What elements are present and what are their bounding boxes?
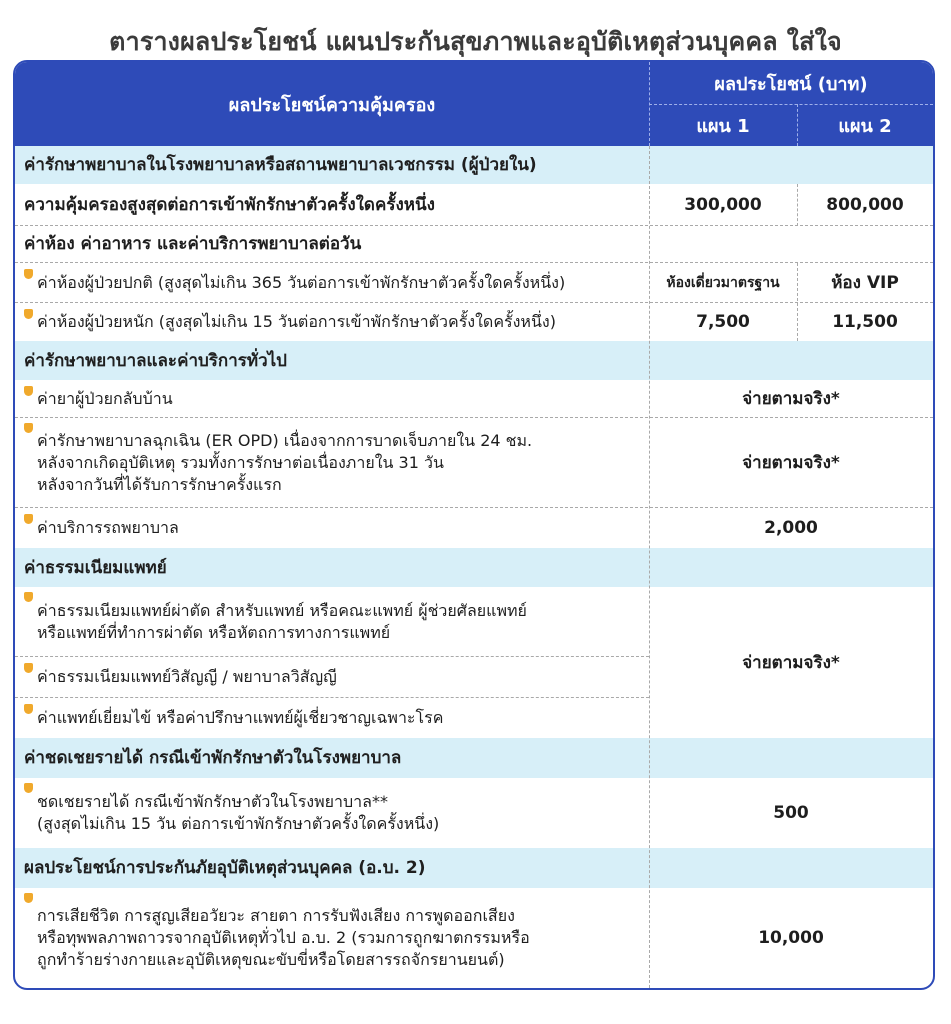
page-title: ตารางผลประโยชน์ แผนประกันสุขภาพและอุบัติเหตุส่วนบุคคล ใส่ใจ xyxy=(109,27,842,56)
shield-bullet-icon xyxy=(24,309,33,319)
plan2-value: 800,000 xyxy=(826,194,904,215)
value: จ่ายตามจริง* xyxy=(742,389,840,409)
row-surgeon-fee xyxy=(15,587,933,657)
row-label xyxy=(15,888,649,988)
shield-bullet-icon xyxy=(24,704,33,714)
section-accident xyxy=(15,848,933,888)
row-label xyxy=(15,657,649,698)
section-income xyxy=(15,738,933,778)
row-max-coverage xyxy=(15,184,933,226)
section-title: ค่ารักษาพยาบาลในโรงพยาบาลหรือสถานพยาบาลเวชกรรม (ผู้ป่วยใน) xyxy=(24,155,537,175)
shield-bullet-icon xyxy=(24,423,33,433)
row-er-opd xyxy=(15,418,933,508)
shield-bullet-icon xyxy=(24,893,33,903)
section-general xyxy=(15,341,933,380)
row-label xyxy=(15,778,649,848)
row-anesthesia-fee xyxy=(15,657,933,698)
row-normal-room xyxy=(15,263,933,303)
section-title: ค่าธรรมเนียมแพทย์ xyxy=(24,557,167,578)
shield-bullet-icon xyxy=(24,514,33,524)
benefit-table xyxy=(13,60,935,990)
coverage-header: ผลประโยชน์ความคุ้มครอง xyxy=(228,94,436,116)
row-label xyxy=(15,508,649,548)
row-label-text: ค่าบริการรถพยาบาล xyxy=(37,518,179,537)
shield-bullet-icon xyxy=(24,783,33,793)
row-label xyxy=(15,418,649,507)
row-label-text: การเสียชีวิต การสูญเสียอวัยวะ สายตา การรับฟังเสียง การพูดออกเสียง หรือทุพพลภาพถาวรจากอุบัติเหตุทั่วไป อ.บ. 2 (รวมการถูกฆาตกรรมหรือ ถูกทำร้ายร่างกายและอุบัติเหตุขณะขับขี่หรือโดยสารรถจักรยานยนต์) xyxy=(37,906,530,969)
section-doctor xyxy=(15,548,933,587)
row-death-dismember xyxy=(15,888,933,988)
value: 2,000 xyxy=(764,518,818,538)
section-title: ค่ารักษาพยาบาลและค่าบริการทั่วไป xyxy=(24,350,287,371)
shield-bullet-icon xyxy=(24,663,33,673)
row-ambulance xyxy=(15,508,933,548)
shield-bullet-icon xyxy=(24,386,33,396)
row-label xyxy=(15,263,649,302)
shield-bullet-icon xyxy=(24,269,33,279)
row-icu-room xyxy=(15,303,933,341)
row-label-text: ค่าธรรมเนียมแพทย์ผ่าตัด สำหรับแพทย์ หรือคณะแพทย์ ผู้ช่วยศัลยแพทย์ หรือแพทย์ที่ทำการผ่าตัด หรือหัตถการทางการแพทย์ xyxy=(37,600,527,642)
row-label-text: ค่ารักษาพยาบาลฉุกเฉิน (ER OPD) เนื่องจากการบาดเจ็บภายใน 24 ชม. หลังจากเกิดอุบัติเหตุ รวมทั้งการรักษาต่อเนื่องภายใน 31 วัน หลังจากวันที่ได้รับการรักษาครั้งแรก xyxy=(37,430,533,494)
row-label-text: ค่ายาผู้ป่วยกลับบ้าน xyxy=(37,388,173,408)
row-label-text: ค่าห้องผู้ป่วยหนัก (สูงสุดไม่เกิน 15 วันต่อการเข้าพักรักษาตัวครั้งใดครั้งหนึ่ง) xyxy=(37,312,556,331)
benefit-unit-header: ผลประโยชน์ (บาท) xyxy=(714,73,868,95)
value: 500 xyxy=(773,803,809,823)
plan1-value: 7,500 xyxy=(696,312,750,332)
shield-bullet-icon xyxy=(24,592,33,602)
row-room-board xyxy=(15,226,933,263)
row-label xyxy=(15,303,649,341)
row-label-text: ค่าธรรมเนียมแพทย์วิสัญญี / พยาบาลวิสัญญี xyxy=(37,667,337,686)
plan2-value: ห้อง VIP xyxy=(831,273,899,293)
row-label: ความคุ้มครองสูงสุดต่อการเข้าพักรักษาตัวครั้งใดครั้งหนึ่ง xyxy=(24,194,435,215)
section-inpatient xyxy=(15,146,933,184)
plan1-value: ห้องเดี่ยวมาตรฐาน xyxy=(666,274,780,291)
row-doctor-visit xyxy=(15,698,933,738)
section-title: ผลประโยชน์การประกันภัยอุบัติเหตุส่วนบุคคล (อ.บ. 2) xyxy=(24,858,426,878)
value: จ่ายตามจริง* xyxy=(742,453,840,473)
row-label: ค่าห้อง ค่าอาหาร และค่าบริการพยาบาลต่อวัน xyxy=(24,234,362,254)
row-label xyxy=(15,698,649,738)
row-income-comp xyxy=(15,778,933,848)
row-label-text: ค่าแพทย์เยี่ยมไข้ หรือค่าปรึกษาแพทย์ผู้เชี่ยวชาญเฉพาะโรค xyxy=(37,708,444,727)
row-label-text: ค่าห้องผู้ป่วยปกติ (สูงสุดไม่เกิน 365 วันต่อการเข้าพักรักษาตัวครั้งใดครั้งหนึ่ง) xyxy=(37,272,566,292)
value: 10,000 xyxy=(758,928,824,948)
plan2-value: 11,500 xyxy=(832,312,898,332)
value: จ่ายตามจริง* xyxy=(742,653,840,673)
row-home-medicine xyxy=(15,380,933,418)
plan1-header: แผน 1 xyxy=(696,115,750,137)
row-label-text: ชดเชยรายได้ กรณีเข้าพักรักษาตัวในโรงพยาบาล** (สูงสุดไม่เกิน 15 วัน ต่อการเข้าพักรักษาตัวครั้งใดครั้งหนึ่ง) xyxy=(37,792,440,833)
section-title: ค่าชดเชยรายได้ กรณีเข้าพักรักษาตัวในโรงพยาบาล xyxy=(24,748,402,768)
plan1-value: 300,000 xyxy=(684,194,762,215)
plan2-header: แผน 2 xyxy=(838,115,892,137)
row-label xyxy=(15,587,649,657)
row-label xyxy=(15,380,649,417)
